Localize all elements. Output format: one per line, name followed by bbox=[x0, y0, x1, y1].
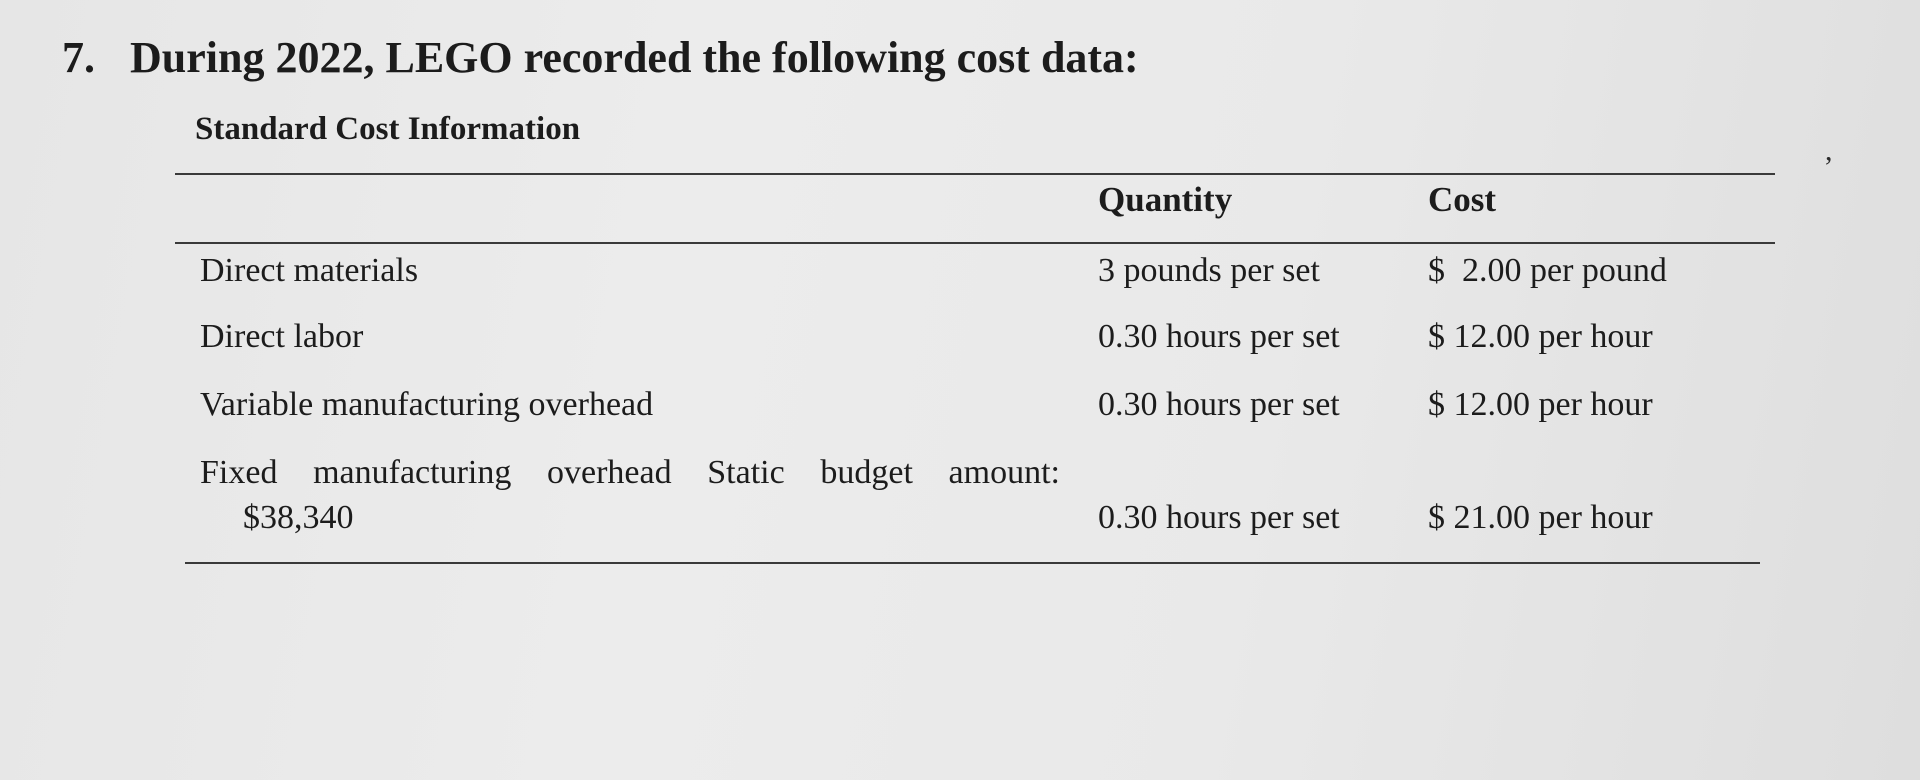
row-direct-materials-quantity: 3 pounds per set bbox=[1098, 252, 1320, 289]
row-direct-labor-cost: $ 12.00 per hour bbox=[1428, 318, 1653, 355]
row-fixed-overhead-label: Fixed manufacturing overhead Static budget amount: bbox=[200, 454, 1060, 491]
row-direct-labor-label: Direct labor bbox=[200, 318, 364, 355]
row-direct-materials-cost: $ 2.00 per pound bbox=[1428, 252, 1667, 289]
table-top-rule bbox=[175, 173, 1775, 175]
row-fixed-overhead-cost: $ 21.00 per hour bbox=[1428, 499, 1653, 536]
question-text: During 2022, LEGO recorded the following cost data: bbox=[130, 33, 1139, 82]
row-direct-labor-quantity: 0.30 hours per set bbox=[1098, 318, 1340, 355]
quantity-column-header: Quantity bbox=[1098, 180, 1233, 219]
row-variable-overhead-cost: $ 12.00 per hour bbox=[1428, 386, 1653, 423]
row-fixed-overhead-budget-amount: $38,340 bbox=[243, 499, 354, 536]
section-title: Standard Cost Information bbox=[195, 111, 581, 147]
cost-column-header: Cost bbox=[1428, 180, 1497, 219]
row-direct-materials-label: Direct materials bbox=[200, 252, 419, 289]
stray-pen-mark: , bbox=[1825, 134, 1833, 167]
row-fixed-overhead-quantity: 0.30 hours per set bbox=[1098, 499, 1340, 536]
table-header-rule bbox=[175, 242, 1775, 244]
table-bottom-rule bbox=[185, 562, 1760, 564]
question-number: 7. bbox=[62, 33, 95, 82]
row-variable-overhead-quantity: 0.30 hours per set bbox=[1098, 386, 1340, 423]
row-variable-overhead-label: Variable manufacturing overhead bbox=[200, 386, 654, 423]
